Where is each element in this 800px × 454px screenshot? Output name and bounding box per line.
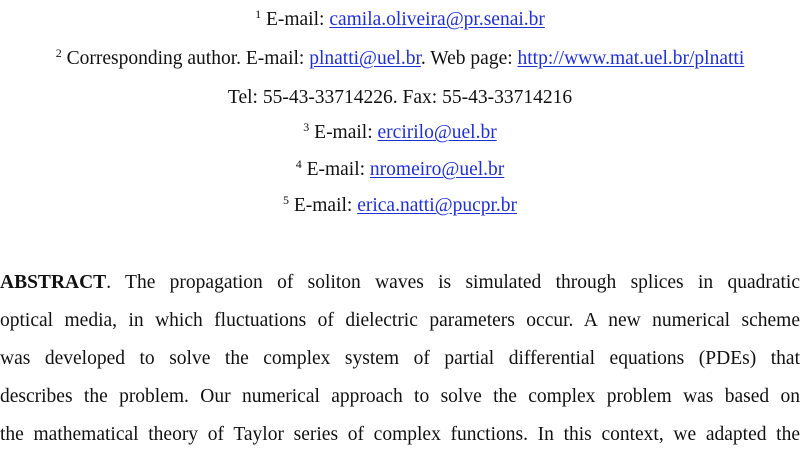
email-link[interactable]: ercirilo@uel.br — [377, 122, 497, 143]
web-page-link[interactable]: http://www.mat.uel.br/plnatti — [517, 48, 745, 69]
abstract-line: the mathematical theory of Taylor series of complex functions. In this context, we adapted the — [0, 424, 800, 445]
footnote-marker: 1 — [255, 7, 262, 21]
email-link[interactable]: erica.natti@pucpr.br — [357, 195, 518, 216]
abstract-line: optical media, in which fluctuations of dielectric parameters occur. A new numerical scheme — [0, 310, 800, 331]
email-label: E-mail: — [293, 195, 358, 216]
affiliation-3 — [0, 121, 800, 145]
email-link[interactable]: plnatti@uel.br — [309, 48, 421, 69]
abstract-heading: ABSTRACT — [0, 272, 107, 293]
email-label: E-mail: — [306, 159, 370, 180]
footnote-marker: 3 — [303, 120, 310, 134]
abstract-line: was developed to solve the complex system of partial differential equations (PDEs) that — [0, 348, 800, 369]
affiliation-2 — [0, 47, 800, 71]
abstract-paragraph — [0, 264, 800, 454]
abstract-text: . The propagation of soliton waves is simulated through splices in quadratic — [106, 272, 800, 293]
web-page-label: . Web page: — [420, 48, 518, 69]
phone-fax-text: Tel: 55-43-33714226. Fax: 55-43-33714216 — [227, 87, 573, 108]
email-link[interactable]: nromeiro@uel.br — [369, 159, 505, 180]
email-link[interactable]: camila.oliveira@pr.senai.br — [329, 9, 545, 30]
abstract-line: describes the problem. Our numerical approach to solve the complex problem was based on — [0, 386, 800, 407]
email-label: E-mail: — [314, 122, 378, 143]
footnote-marker: 5 — [282, 193, 289, 207]
footnote-marker: 2 — [55, 46, 62, 60]
footnote-marker: 4 — [295, 157, 302, 171]
affiliation-4 — [0, 158, 800, 182]
abstract-line — [0, 264, 800, 302]
corresponding-author-label: Corresponding author. E-mail: — [66, 48, 310, 69]
phone-fax-line — [0, 86, 800, 110]
email-label: E-mail: — [265, 9, 330, 30]
affiliation-1 — [0, 8, 800, 32]
affiliation-5 — [0, 194, 800, 218]
